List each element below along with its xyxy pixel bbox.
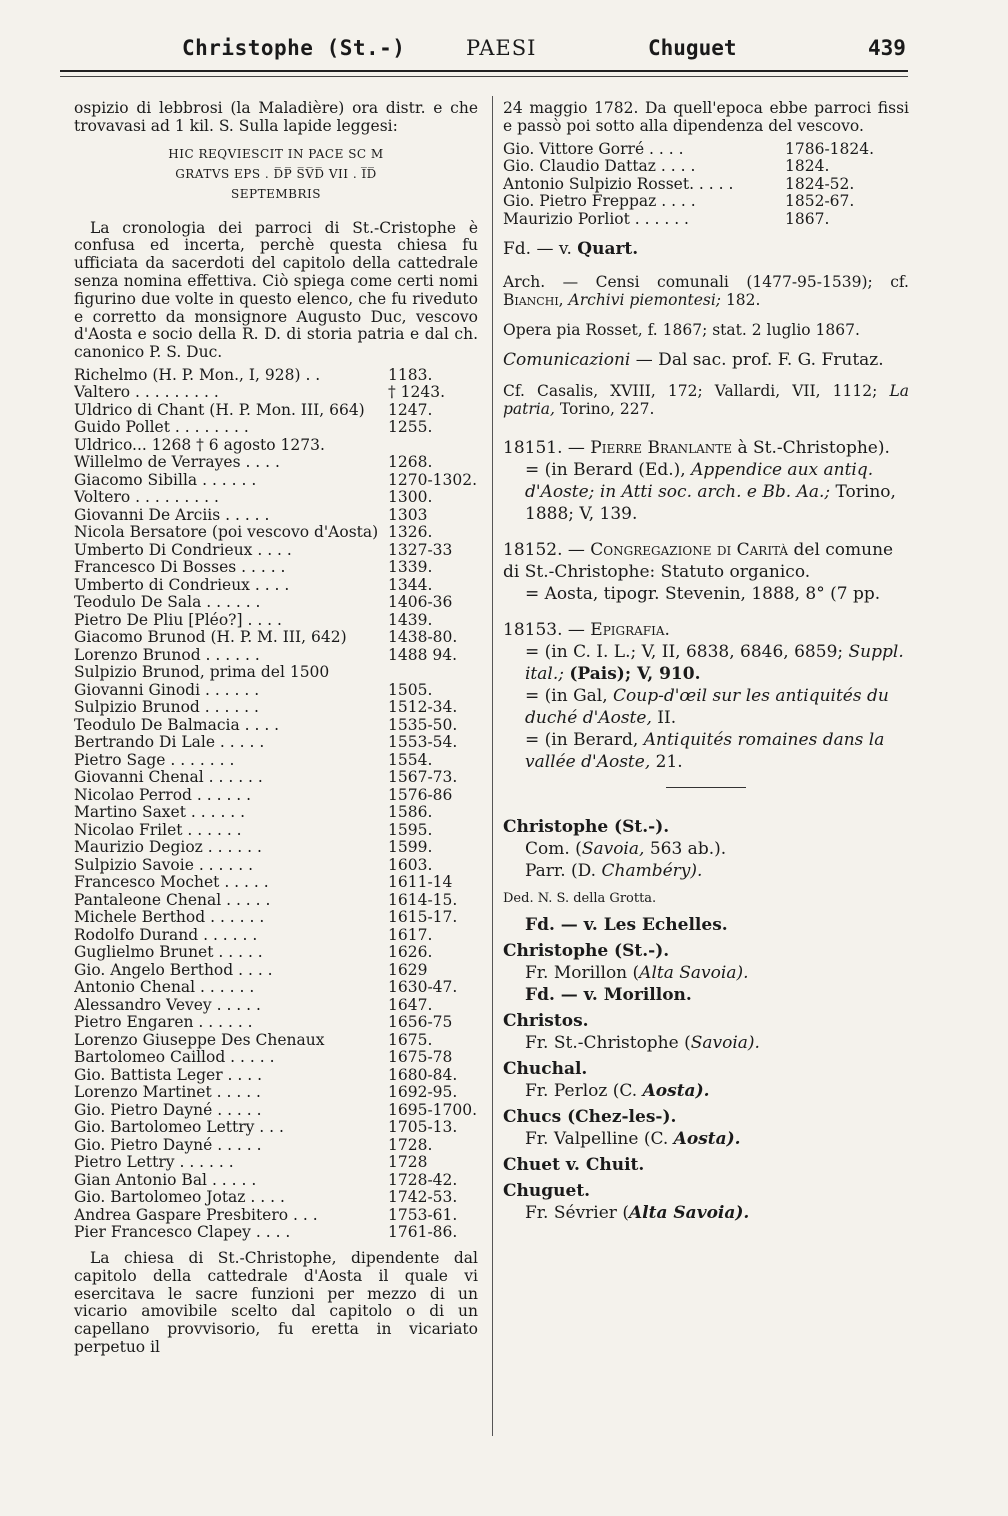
- left-column: [74, 100, 478, 1362]
- priest-name: Teodulo De Sala . . . . . .: [74, 594, 261, 612]
- priest-date: 1554.: [388, 750, 433, 769]
- list-row: [74, 1172, 478, 1190]
- priest-name: Guido Pollet . . . . . . . .: [74, 419, 249, 437]
- priest-name: Giovanni Ginodi . . . . . .: [74, 681, 260, 699]
- priest-date: 1824-52.: [785, 174, 855, 193]
- priest-date: 1255.: [388, 418, 433, 437]
- priest-date: 1615-17.: [388, 908, 458, 927]
- list-row: [74, 454, 478, 472]
- list-row: [74, 752, 478, 770]
- priest-name: Francesco Di Bosses . . . . .: [74, 559, 286, 577]
- line-italic: Aosta).: [642, 1081, 710, 1102]
- list-row: [74, 1154, 478, 1172]
- line-italic: Chambéry).: [601, 861, 703, 882]
- priest-name: Gian Antonio Bal . . . . .: [74, 1171, 257, 1189]
- ref-head: = (in Gal,: [525, 686, 608, 707]
- priest-date: 1344.: [388, 575, 433, 594]
- priest-date: 1247.: [388, 400, 433, 419]
- priest-name: Pietro Engaren . . . . . .: [74, 1014, 253, 1032]
- gazetteer-title: Christos.: [503, 1011, 589, 1032]
- list-row: [74, 997, 478, 1015]
- line-text: Fr. Sévrier (: [525, 1203, 629, 1224]
- gazetteer-line: [503, 838, 909, 860]
- priest-date: 1300.: [388, 488, 433, 507]
- gazetteer-title: Christophe (St.-).: [503, 941, 670, 962]
- gazetteer-line: [503, 1202, 909, 1224]
- priest-date: 1512-34.: [388, 698, 458, 717]
- ref-italic: Suppl. ital.;: [525, 642, 904, 685]
- priests-list: [74, 367, 478, 1242]
- line-italic: Alta Savoia).: [628, 1203, 750, 1224]
- ref-head: = (in C. I. L.; V, II, 6838, 6846, 6859;: [525, 642, 844, 663]
- list-row: [74, 1014, 478, 1032]
- entry-author: Pierre Branlante: [590, 438, 733, 459]
- running-header: [0, 36, 1008, 66]
- list-row: [74, 909, 478, 927]
- priest-name: Maurizio Degioz . . . . . .: [74, 839, 262, 857]
- priest-name: Giacomo Sibilla . . . . . .: [74, 471, 257, 489]
- gazetteer-chuguet: [503, 1180, 909, 1224]
- list-row: [74, 664, 478, 682]
- header-section: PAESI: [466, 36, 537, 60]
- page-number: 439: [868, 36, 906, 60]
- priest-date: † 1243.: [388, 383, 446, 402]
- list-row: [74, 542, 478, 560]
- priest-name: Gio. Pietro Dayné . . . . .: [74, 1136, 262, 1154]
- cf-text: Cf. Casalis, XVIII, 172; Vallardi, VII, 1112;: [503, 382, 878, 401]
- entry-number: 18151. —: [503, 438, 585, 459]
- line-text: Com. (: [525, 839, 582, 860]
- priest-date: 1614-15.: [388, 890, 458, 909]
- priest-date: 1586.: [388, 803, 433, 822]
- priest-date: 1675-78: [388, 1048, 453, 1067]
- archive-text: Arch. — Censi comunali (1477-95-1539); cf.: [503, 273, 909, 292]
- list-row: [74, 892, 478, 910]
- list-row: [74, 629, 478, 647]
- priest-name: Teodulo De Balmacia . . . .: [74, 716, 280, 734]
- priest-date: 1761-86.: [388, 1223, 458, 1242]
- list-row: [74, 979, 478, 997]
- priest-name: Richelmo (H. P. Mon., I, 928) . .: [74, 366, 321, 384]
- priest-date: 1647.: [388, 995, 433, 1014]
- gazetteer-title: Chucs (Chez-les-).: [503, 1107, 677, 1128]
- ref-head: = (in Berard (Ed.),: [525, 460, 686, 481]
- section-separator: [666, 787, 746, 788]
- communications-text: — Dal sac. prof. F. G. Frutaz.: [635, 350, 884, 371]
- epigraph: [74, 144, 478, 204]
- priest-date: 1576-86: [388, 785, 453, 804]
- list-row: [74, 524, 478, 542]
- list-row: [74, 384, 478, 402]
- list-row: [74, 402, 478, 420]
- priest-date: 1626.: [388, 943, 433, 962]
- archive-note: [503, 274, 909, 310]
- column-divider: [492, 96, 493, 1436]
- entry-title: à St.-Christophe).: [737, 438, 890, 459]
- line-text: Fr. Morillon (: [525, 963, 640, 984]
- priest-name: Antonio Sulpizio Rosset. . . . .: [503, 174, 734, 193]
- entry-title: del comune di St.-Christophe: Statuto organico.: [503, 540, 894, 583]
- gazetteer-christos: [503, 1010, 909, 1054]
- gazetteer-chucs: [503, 1106, 909, 1150]
- priest-name: Nicolao Frilet . . . . . .: [74, 821, 242, 839]
- gazetteer-christophe-savoia: [503, 816, 909, 936]
- priest-date: 1728.: [388, 1135, 433, 1154]
- intro-paragraph: ospizio di lebbrosi (la Maladière) ora distr. e che trovavasi ad 1 kil. S. Sulla lapide leggesi:: [74, 99, 478, 135]
- line-text: Fr. Perloz (C.: [525, 1081, 638, 1102]
- list-row: [74, 1084, 478, 1102]
- priest-name: Gio. Bartolomeo Jotaz . . . .: [74, 1189, 285, 1207]
- list-row: [74, 437, 478, 455]
- list-row: [74, 577, 478, 595]
- list-row: [74, 944, 478, 962]
- list-row: [74, 682, 478, 700]
- line-text: Fr. Valpelline (C.: [525, 1129, 669, 1150]
- priest-name: Francesco Mochet . . . . .: [74, 874, 269, 892]
- list-row: [503, 193, 909, 211]
- entry-18153: [503, 619, 909, 773]
- priest-date: 1595.: [388, 820, 433, 839]
- priest-date: 1599.: [388, 838, 433, 857]
- priest-date: 1327-33: [388, 540, 453, 559]
- ref-italic: Coup-d'œil sur les antiquités du duché d'Aoste,: [525, 686, 889, 729]
- gazetteer-chuet: [503, 1154, 909, 1176]
- list-row: [74, 822, 478, 840]
- priest-date: 1629: [388, 960, 428, 979]
- list-row: [74, 1207, 478, 1225]
- priest-name: Valtero . . . . . . . . .: [74, 384, 219, 402]
- priest-name: Antonio Chenal . . . . . .: [74, 979, 255, 997]
- priest-name: Lorenzo Brunod . . . . . .: [74, 646, 260, 664]
- ref-head: = (in Berard,: [525, 730, 639, 751]
- gazetteer-title: Chuguet.: [503, 1181, 591, 1202]
- priest-date: 1680-84.: [388, 1065, 458, 1084]
- line-text: 563 ab.).: [649, 839, 727, 860]
- priest-date: 1406-36: [388, 593, 453, 612]
- cf-italic: La patria,: [503, 382, 909, 419]
- gazetteer-fd: Fd. — v. Les Echelles.: [525, 915, 728, 936]
- list-row: [74, 1137, 478, 1155]
- list-row: [74, 559, 478, 577]
- gazetteer-title: Christophe (St.-).: [503, 817, 670, 838]
- list-row: [74, 857, 478, 875]
- entry-reference: [503, 729, 909, 773]
- list-row: [74, 1067, 478, 1085]
- header-rule-thick: [60, 70, 908, 72]
- list-row: [74, 647, 478, 665]
- priest-date: 1705-13.: [388, 1118, 458, 1137]
- gazetteer-dedication: Ded. N. S. della Grotta.: [503, 891, 657, 907]
- priest-date: 1270-1302.: [388, 470, 478, 489]
- priest-date: 1268.: [388, 453, 433, 472]
- list-row: [503, 141, 909, 159]
- list-row: [74, 699, 478, 717]
- list-row: [74, 734, 478, 752]
- list-row: [503, 211, 909, 229]
- gazetteer-chuchal: [503, 1058, 909, 1102]
- epigraph-line: GRATVS EPS . D̅P̅ S̅V̅D̅ VII . I̅D̅: [175, 166, 377, 181]
- priest-date: 1692-95.: [388, 1083, 458, 1102]
- priest-name: Lorenzo Giuseppe Des Chenaux: [74, 1031, 325, 1049]
- priest-name: Nicola Bersatore (poi vescovo d'Aosta): [74, 524, 379, 542]
- list-row: [74, 1189, 478, 1207]
- list-row: [74, 1119, 478, 1137]
- priest-name: Pier Francesco Clapey . . . .: [74, 1224, 291, 1242]
- priest-name: Gio. Claudio Dattaz . . . .: [503, 157, 696, 176]
- communications-label: Comunicazioni: [503, 350, 631, 371]
- priest-date: 1630-47.: [388, 978, 458, 997]
- priest-name: Michele Berthod . . . . . .: [74, 909, 265, 927]
- fd-link: Quart.: [577, 239, 639, 260]
- priest-name: Pantaleone Chenal . . . . .: [74, 891, 271, 909]
- priest-date: 1535-50.: [388, 715, 458, 734]
- gazetteer-line: [503, 860, 909, 882]
- priest-name: Giovanni Chenal . . . . . .: [74, 769, 263, 787]
- header-rule-thin: [60, 76, 908, 77]
- ref-tail: Torino, 1888; V, 139.: [525, 482, 896, 525]
- list-row: [74, 594, 478, 612]
- priest-date: 1867.: [785, 209, 830, 228]
- ref-italic: Appendice aux antiq. d'Aoste; in Atti soc. arch. e Bb. Aa.;: [525, 460, 874, 503]
- list-row: [74, 962, 478, 980]
- priest-date: 1728: [388, 1153, 428, 1172]
- ref-tail: II.: [657, 708, 677, 729]
- list-row: [74, 927, 478, 945]
- cf-note: [503, 383, 909, 419]
- priest-date: 1339.: [388, 558, 433, 577]
- priest-name: Pietro De Pliu [Pléo?] . . . .: [74, 611, 282, 629]
- priest-name: Sulpizio Brunod, prima del 1500: [74, 664, 330, 682]
- list-row: [74, 507, 478, 525]
- priest-name: Martino Saxet . . . . . .: [74, 804, 246, 822]
- priest-date: 1567-73.: [388, 768, 458, 787]
- epigraph-line: HIC REQVIESCIT IN PACE SC M: [168, 146, 384, 161]
- header-left-term: Christophe (St.-): [182, 36, 406, 60]
- priest-name: Bartolomeo Caillod . . . . .: [74, 1049, 275, 1067]
- line-italic: Savoia).: [690, 1033, 760, 1054]
- epigraph-line: SEPTEMBRIS: [231, 186, 321, 201]
- priest-date: 1852-67.: [785, 192, 855, 211]
- list-row: [74, 1224, 478, 1242]
- priest-date: 1303: [388, 505, 428, 524]
- gazetteer-title: Chuchal.: [503, 1059, 588, 1080]
- priest-name: Gio. Vittore Gorré . . . .: [503, 139, 684, 158]
- priest-date: 1603.: [388, 855, 433, 874]
- list-row: [74, 1102, 478, 1120]
- list-row: [74, 769, 478, 787]
- list-row: [74, 612, 478, 630]
- gazetteer-line: [503, 962, 909, 984]
- priest-name: Guglielmo Brunet . . . . .: [74, 944, 263, 962]
- gazetteer-line: [503, 1128, 909, 1150]
- priest-date: 1611-14: [388, 873, 453, 892]
- list-row: [74, 839, 478, 857]
- priest-name: Giacomo Brunod (H. P. M. III, 642): [74, 629, 347, 647]
- chronology-paragraph: La cronologia dei parroci di St.-Cristophe è confusa ed incerta, perchè questa chiesa fu ufficiata da sacerdoti del capitolo della cattedrale senza nomina effettiva. Ciò spiega come certi nomi figurino due volte in questo elenco, che fu riveduto e corretto da monsignore Augusto Duc, vescovo d'Aosta e socio della R. D. di storia patria e dal ch. canonico P. S. Duc.: [74, 218, 478, 362]
- priest-date: 1742-53.: [388, 1188, 458, 1207]
- priest-name: Gio. Pietro Dayné . . . . .: [74, 1101, 262, 1119]
- priest-name: Voltero . . . . . . . . .: [74, 489, 219, 507]
- priest-name: Umberto di Condrieux . . . .: [74, 576, 290, 594]
- right-column: [503, 100, 909, 1228]
- line-italic: Aosta).: [673, 1129, 741, 1150]
- priest-name: Andrea Gaspare Presbitero . . .: [74, 1206, 318, 1224]
- ref-tail: 21.: [655, 752, 683, 773]
- list-row: [74, 717, 478, 735]
- priest-name: Gio. Battista Leger . . . .: [74, 1066, 263, 1084]
- entry-publication: = Aosta, tipogr. Stevenin, 1888, 8° (7 pp.: [525, 584, 881, 605]
- opera-pia-note: Opera pia Rosset, f. 1867; stat. 2 luglio 1867.: [503, 320, 860, 339]
- fd-quart: [503, 238, 909, 260]
- priest-name: Gio. Bartolomeo Lettry . . .: [74, 1119, 284, 1137]
- priest-name: Giovanni De Arciis . . . . .: [74, 506, 270, 524]
- gazetteer-fd: Fd. — v. Morillon.: [525, 985, 692, 1006]
- priest-name: Maurizio Porliot . . . . . .: [503, 209, 689, 228]
- list-row: [74, 1032, 478, 1050]
- priest-date: 1439.: [388, 610, 433, 629]
- list-row: [503, 158, 909, 176]
- priest-date: 1617.: [388, 925, 433, 944]
- priest-name: Gio. Angelo Berthod . . . .: [74, 961, 273, 979]
- priest-date: 1824.: [785, 157, 830, 176]
- gazetteer-title: Chuet v. Chuit.: [503, 1155, 645, 1176]
- fd-label: Fd. — v.: [503, 239, 572, 260]
- entry-author: Congregazione di Carità: [590, 540, 789, 561]
- entry-number: 18153. —: [503, 620, 585, 641]
- list-row: [74, 489, 478, 507]
- priest-name: Lorenzo Martinet . . . . .: [74, 1084, 261, 1102]
- priest-name: Willelmo de Verrayes . . . .: [74, 454, 280, 472]
- priest-date: 1753-61.: [388, 1205, 458, 1224]
- communications: [503, 349, 909, 371]
- line-text: Parr. (D.: [525, 861, 597, 882]
- priest-name: Pietro Lettry . . . . . .: [74, 1154, 234, 1172]
- priest-name: Uldrico di Chant (H. P. Mon. III, 664): [74, 401, 365, 419]
- priest-name: Uldrico... 1268 † 6 agosto 1273.: [74, 436, 325, 454]
- priest-date: 1438-80.: [388, 628, 458, 647]
- list-row: [74, 804, 478, 822]
- priest-date: 1326.: [388, 523, 433, 542]
- archive-title: Archivi piemontesi;: [568, 290, 721, 309]
- priest-date: 1505.: [388, 680, 433, 699]
- list-row: [503, 176, 909, 194]
- line-text: Fr. St.-Christophe (: [525, 1033, 691, 1054]
- list-row: [74, 874, 478, 892]
- line-italic: Alta Savoia).: [639, 963, 749, 984]
- entry-reference: [503, 685, 909, 729]
- cf-tail: Torino, 227.: [559, 400, 655, 419]
- entry-reference: [503, 641, 909, 685]
- list-row: [74, 472, 478, 490]
- priest-name: Alessandro Vevey . . . . .: [74, 996, 261, 1014]
- entry-heading: Epigrafia.: [590, 620, 670, 641]
- priest-name: Nicolao Perrod . . . . . .: [74, 786, 252, 804]
- priest-date: 1786-1824.: [785, 139, 875, 158]
- list-row: [74, 1049, 478, 1067]
- list-row: [74, 787, 478, 805]
- ref-tail: (Pais); V, 910.: [569, 664, 701, 685]
- priest-name: Sulpizio Savoie . . . . . .: [74, 856, 254, 874]
- entry-number: 18152. —: [503, 540, 585, 561]
- priest-date: 1728-42.: [388, 1170, 458, 1189]
- gazetteer-line: [503, 1032, 909, 1054]
- entry-18151: [503, 437, 909, 525]
- gazetteer-christophe-alta-savoia: [503, 940, 909, 1006]
- priest-name: Sulpizio Brunod . . . . . .: [74, 699, 259, 717]
- line-italic: Savoia,: [581, 839, 645, 860]
- entry-18152: [503, 539, 909, 605]
- priest-name: Pietro Sage . . . . . . .: [74, 751, 235, 769]
- priest-date: 1675.: [388, 1030, 433, 1049]
- priest-date: 1183.: [388, 365, 433, 384]
- priest-date: 1656-75: [388, 1013, 453, 1032]
- ref-italic: Antiquités romaines dans la vallée d'Aoste,: [525, 730, 885, 773]
- closing-paragraph: La chiesa di St.-Christophe, dipendente dal capitolo della cattedrale d'Aosta il quale vi esercitava le sacre funzioni per mezzo di un vicario amovibile scelto dal capitolo o di un capellano provvisorio, fu eretta in vicariato perpetuo il: [74, 1248, 478, 1356]
- priest-date: 1553-54.: [388, 733, 458, 752]
- entry-reference: [503, 459, 909, 525]
- list-row: [74, 419, 478, 437]
- archive-author: Bianchi,: [503, 290, 564, 309]
- opening-paragraph: 24 maggio 1782. Da quell'epoca ebbe parroci fissi e passò poi sotto alla dipendenza del vescovo.: [503, 99, 909, 135]
- archive-page: 182.: [725, 290, 761, 309]
- gazetteer-line: [503, 1080, 909, 1102]
- list-row: [74, 367, 478, 385]
- header-right-term: Chuguet: [648, 36, 737, 60]
- priest-name: Bertrando Di Lale . . . . .: [74, 734, 265, 752]
- priest-name: Rodolfo Durand . . . . . .: [74, 926, 258, 944]
- priest-date: 1695-1700.: [388, 1100, 478, 1119]
- priest-name: Gio. Pietro Freppaz . . . .: [503, 192, 696, 211]
- later-priests-list: [503, 141, 909, 229]
- priest-date: 1488 94.: [388, 645, 458, 664]
- priest-name: Umberto Di Condrieux . . . .: [74, 541, 292, 559]
